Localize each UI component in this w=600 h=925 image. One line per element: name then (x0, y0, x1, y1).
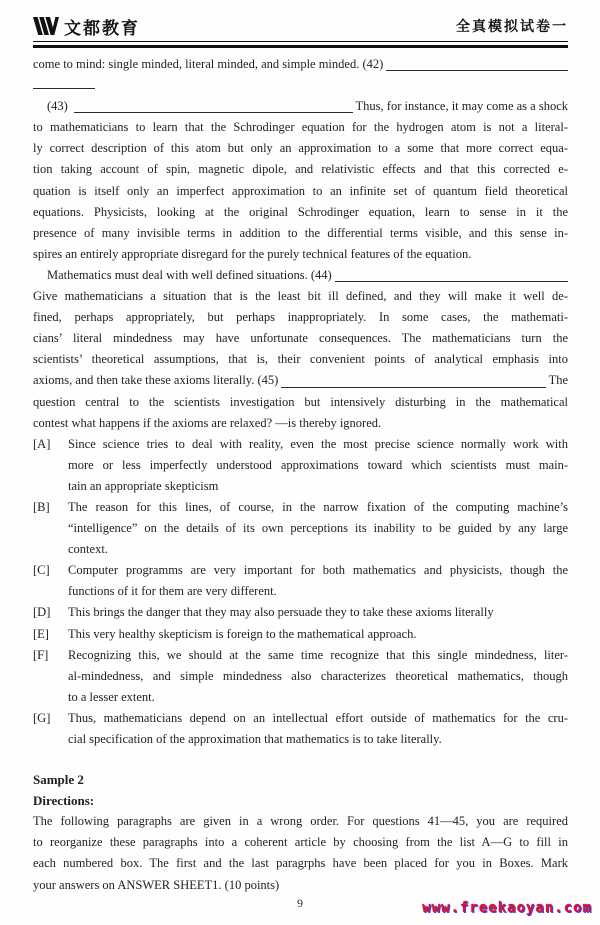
option-line: [E] This very healthy skepticism is foreign to the mathematical approach. (33, 624, 568, 645)
text-line: contest what happens if the axioms are relaxed? —is thereby ignored. (33, 415, 382, 430)
text-line: scientists’ theoretical assumptions, that is, their convenient points of analytical emphasis into (33, 352, 568, 367)
option-line: cial specification of the approximation that mathematics is to take literally. (68, 732, 442, 746)
brand (33, 14, 140, 39)
header-rule-thin (33, 41, 568, 42)
blank-line-text: Mathematics must deal with well defined situations. (44) (47, 267, 332, 282)
text-line: presence of many invisible terms in addition to the differential terms visible, and this sense in- (33, 225, 568, 240)
directions-heading: Directions: (33, 793, 95, 809)
answer-blank-42-line (383, 54, 568, 75)
page-number: 9 (297, 896, 303, 910)
option-label: [G] (33, 710, 51, 725)
wendu-logo-icon (33, 17, 59, 35)
option-label: [D] (33, 605, 51, 620)
sample-2-heading: Sample 2 (33, 772, 84, 788)
option-line: “intelligence” on the details of its own perceptions its inability to be guided by any large (68, 521, 568, 536)
option-line: al-mindedness, and simple mindedness also characterizes theoretical mathematics, though (68, 668, 568, 683)
option-line: [F] Recognizing this, we should at the same time recognize that this single mindedness, liter- (33, 645, 568, 666)
text-line: your answers on ANSWER SHEET1. (10 points) (33, 877, 280, 892)
option-line: more or less imperfectly understood approximations toward which scientists must main- (68, 457, 568, 472)
option-line: [A] Since science tries to deal with reality, even the most precise science normally work with (33, 434, 568, 455)
watermark-link[interactable]: www.freekaoyan.com (422, 900, 592, 916)
header-rule-thick (33, 45, 568, 49)
option-line: to a lesser extent. (68, 689, 155, 704)
text-line: equations. Physicists, looking at the original Schrodinger equation, learn to sense in it the (33, 204, 568, 219)
text-line: quation is itself only an imperfect approximation to an infinite set of quantum field theoretical (33, 183, 568, 198)
answer-blank-43-line (71, 96, 353, 117)
blank-line-text: Thus, for instance, it may come as a shock (355, 99, 568, 114)
text-line: Give mathematicians a situation that is the least bit ill defined, and they will make it well de- (33, 289, 568, 304)
option-label: [B] (33, 499, 50, 514)
option-line: [C] Computer programms are very important for both mathematics and physicists, though the (33, 560, 568, 581)
answer-blank-44 (33, 265, 568, 286)
text-line: spires an entirely appropriate disregard for the purely technical features of the equation. (33, 246, 472, 261)
option-line: [G] Thus, mathematicians depend on an intellectual effort outside of mathematics for the cru- (33, 708, 568, 729)
text-line: The following paragraphs are given in a wrong order. For questions 41—45, you are required (33, 814, 568, 829)
answer-blank-45 (33, 370, 568, 391)
option-line: [B] The reason for this lines, of course, in the narrow fixation of the computing machine’s (33, 497, 568, 518)
option-label: [E] (33, 626, 49, 641)
option-label: [C] (33, 563, 50, 578)
text-line: question central to the scientists investigation but intensively disturbing in the mathematical (33, 394, 568, 409)
option-label: [A] (33, 436, 51, 451)
text-line: ly correct description of this atom but only an approximation to a some that more correct equa- (33, 141, 568, 156)
answer-blank-43 (33, 96, 568, 117)
option-line: [D] This brings the danger that they may also persuade they to take these axioms literally (33, 602, 568, 623)
answer-blank-42-cont (33, 75, 568, 96)
answer-blank-45-line (278, 370, 545, 391)
text-line: cians’ literal mindedness may have unfortunate consequences. The mathematicians turn the (33, 331, 568, 346)
text-line: to mathematicians to learn that the Schrodinger equation for the hydrogen atom is not a literal- (33, 120, 568, 135)
option-line: functions of it for them are very different. (68, 584, 277, 599)
answer-blank-44-line (332, 265, 568, 286)
page-header (33, 13, 568, 39)
exam-title: 全真模拟试卷一 (456, 18, 568, 34)
passage-content (33, 54, 568, 896)
text-line: fined, perhaps appropriately, but perhaps inappropriately. In some cases, the mathemati- (33, 310, 568, 325)
brand-name: 文都教育 (64, 18, 140, 38)
blank-line-text: come to mind: single minded, literal minded, and simple minded. (42) (33, 57, 384, 71)
answer-blank-42 (33, 54, 568, 75)
option-line: tain an appropriate skepticism (68, 478, 219, 493)
option-line: context. (68, 542, 108, 557)
blank-line-text: The (548, 373, 568, 388)
text-line: each numbered box. The first and the last paragrphs have been placed for you in Boxes. Mark (33, 856, 568, 871)
blank-line-text: (43) (47, 99, 71, 114)
option-label: [F] (33, 647, 49, 662)
answer-blank-42-cont (33, 76, 95, 90)
text-line: to reorganize these paragraphs into a coherent article by choosing from the list A—G to fill in (33, 835, 568, 850)
text-line: tion taking account of spin, magnetic dipole, and relativistic effects and that this corrected e- (33, 162, 568, 177)
blank-line-text: axioms, and then take these axioms literally. (45) (33, 373, 279, 388)
